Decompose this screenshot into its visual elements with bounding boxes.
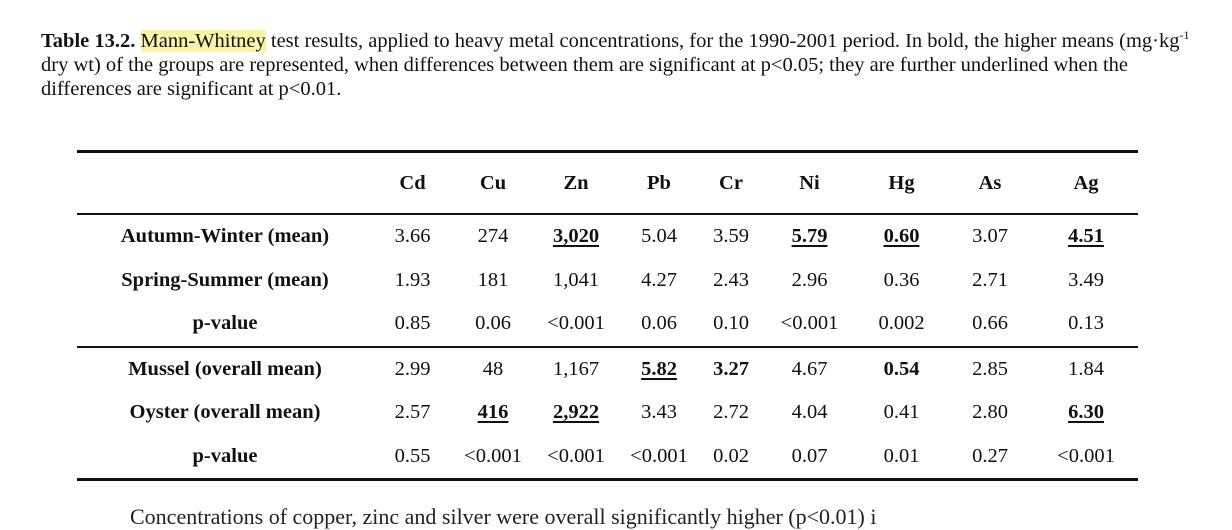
cell-value: 2.99 <box>394 357 431 380</box>
table-cell <box>373 302 452 347</box>
cell-value: 0.06 <box>475 312 511 335</box>
table-cell <box>762 347 857 392</box>
row-label: p-value <box>192 444 258 467</box>
table-body <box>77 214 1138 480</box>
cell-value: 0.10 <box>713 312 749 335</box>
table-cell <box>618 391 700 435</box>
table-cell <box>857 302 946 347</box>
cell-value: 2.43 <box>713 268 749 291</box>
cell-value: <0.001 <box>547 444 605 467</box>
caption-label: Table 13.2. <box>41 30 136 52</box>
cell-value: 48 <box>482 357 504 380</box>
cell-value: <0.001 <box>464 444 522 467</box>
cell-value: 3.27 <box>713 357 749 380</box>
caption-superscript: -1 <box>1179 28 1190 43</box>
cell-value: <0.001 <box>1057 444 1115 467</box>
table-caption <box>41 29 1201 101</box>
cell-value: 0.60 <box>883 225 920 248</box>
cell-value: 0.07 <box>791 444 828 467</box>
table-cell <box>452 435 534 480</box>
table-row <box>77 435 1138 480</box>
cell-value: 0.66 <box>972 312 1008 335</box>
table-cell <box>946 302 1034 347</box>
header-as: As <box>978 171 1002 194</box>
table-cell <box>534 214 618 259</box>
table-row <box>77 259 1138 303</box>
table-cell <box>762 259 857 303</box>
header-row <box>77 152 1138 215</box>
cell-value: 1,167 <box>552 357 600 380</box>
cell-value: 0.36 <box>883 268 920 291</box>
cell-value: 274 <box>477 225 509 248</box>
table-cell <box>762 214 857 259</box>
table-cell <box>618 259 700 303</box>
table-cell <box>534 391 618 435</box>
row-label: p-value <box>192 312 258 335</box>
cell-value: 3.07 <box>972 225 1008 248</box>
cell-value: 1.84 <box>1068 357 1104 380</box>
header-pb: Pb <box>647 171 671 194</box>
cell-value: 4.67 <box>791 357 828 380</box>
cell-value: 1,041 <box>552 268 600 291</box>
table-cell <box>452 214 534 259</box>
table-cell <box>618 435 700 480</box>
cell-value: 4.04 <box>791 401 828 424</box>
row-label: Mussel (overall mean) <box>128 357 322 380</box>
cell-value: 2.71 <box>972 268 1008 291</box>
table-cell <box>857 214 946 259</box>
cell-value: 0.01 <box>883 444 920 467</box>
cell-value: 2,922 <box>552 401 600 424</box>
table-cell <box>534 435 618 480</box>
cell-value: 3.43 <box>641 401 677 424</box>
table-cell <box>1034 435 1138 480</box>
caption-text-1: test results, applied to heavy metal concentrations, for the 1990-2001 period. In bold, the higher means (mg·kg <box>265 30 1180 52</box>
cell-value: 4.27 <box>641 268 677 291</box>
cell-value: 5.79 <box>791 225 828 248</box>
table-cell <box>857 347 946 392</box>
caption-text-2: dry wt) of the groups are represented, when differences between them are significant at p<0.05; they are further underlined when the differences are significant at p<0.01. <box>41 54 1129 100</box>
cell-value: 0.002 <box>878 312 925 335</box>
cell-value: 416 <box>477 401 509 424</box>
table-cell <box>452 302 534 347</box>
table-cell <box>1034 259 1138 303</box>
table-cell <box>373 391 452 435</box>
cell-value: 3.66 <box>394 225 431 248</box>
table-cell <box>373 347 452 392</box>
table-cell <box>857 259 946 303</box>
table-row <box>77 347 1138 392</box>
table-cell <box>700 302 762 347</box>
table-cell <box>373 214 452 259</box>
cell-value: 5.82 <box>641 357 677 380</box>
table-row <box>77 391 1138 435</box>
cell-value: 0.27 <box>972 444 1008 467</box>
table-cell <box>700 391 762 435</box>
table-cell <box>452 347 534 392</box>
table-cell <box>1034 214 1138 259</box>
cell-value: 0.55 <box>394 444 431 467</box>
cell-value: 3,020 <box>552 225 600 248</box>
cell-value: 2.80 <box>972 401 1008 424</box>
table-cell <box>1034 302 1138 347</box>
cell-value: 0.13 <box>1068 312 1104 335</box>
table-cell <box>452 259 534 303</box>
table-cell <box>1034 347 1138 392</box>
caption-highlight: Mann-Whitney <box>140 30 266 52</box>
row-label: Autumn-Winter (mean) <box>120 225 330 248</box>
header-ag: Ag <box>1073 171 1099 194</box>
cell-value: 0.54 <box>883 357 920 380</box>
table-cell <box>700 435 762 480</box>
results-table <box>77 150 1138 481</box>
table-cell <box>946 347 1034 392</box>
table-cell <box>762 435 857 480</box>
cell-value: 0.85 <box>394 312 431 335</box>
cell-value: 2.57 <box>394 401 431 424</box>
table-cell <box>373 435 452 480</box>
table-cell <box>700 214 762 259</box>
cell-value: 0.41 <box>883 401 920 424</box>
table-cell <box>762 391 857 435</box>
cell-value: 3.59 <box>713 225 749 248</box>
cell-value: 3.49 <box>1068 268 1104 291</box>
cell-value: 4.51 <box>1068 225 1104 248</box>
table-cell <box>534 302 618 347</box>
cell-value: <0.001 <box>780 312 839 335</box>
table-cell <box>534 347 618 392</box>
row-label: Spring-Summer (mean) <box>121 268 329 291</box>
cell-value: 2.85 <box>972 357 1008 380</box>
table-cell <box>946 391 1034 435</box>
table-cell <box>946 435 1034 480</box>
header-ni: Ni <box>799 171 820 194</box>
table-cell <box>857 391 946 435</box>
table-cell <box>534 259 618 303</box>
table-cell <box>946 259 1034 303</box>
cell-value: 2.72 <box>713 401 749 424</box>
cell-value: 1.93 <box>394 268 431 291</box>
table-cell <box>452 391 534 435</box>
cell-value: 5.04 <box>641 225 677 248</box>
cell-value: 0.06 <box>641 312 677 335</box>
table-cell <box>700 259 762 303</box>
table-row <box>77 302 1138 347</box>
table-cell <box>857 435 946 480</box>
header-hg: Hg <box>888 171 915 194</box>
header-cd: Cd <box>399 171 426 194</box>
header-corner <box>77 152 373 215</box>
cell-value: 2.96 <box>791 268 828 291</box>
body-text-fragment: Concentrations of copper, zinc and silver were overall significantly higher (p<0.01) i <box>130 504 877 529</box>
cell-value: 6.30 <box>1068 401 1104 424</box>
cell-value: <0.001 <box>547 312 605 335</box>
table-cell <box>946 214 1034 259</box>
cell-value: 0.02 <box>713 444 749 467</box>
cell-value: 181 <box>477 268 509 291</box>
table-row <box>77 214 1138 259</box>
table-cell <box>618 214 700 259</box>
cell-value: <0.001 <box>630 444 688 467</box>
header-zn: Zn <box>563 171 589 194</box>
table-cell <box>700 347 762 392</box>
table-cell <box>618 302 700 347</box>
header-cr: Cr <box>719 171 743 194</box>
row-label: Oyster (overall mean) <box>129 401 321 424</box>
table-cell <box>1034 391 1138 435</box>
table-cell <box>618 347 700 392</box>
table-cell <box>373 259 452 303</box>
results-table-wrapper <box>77 150 1138 481</box>
table-cell <box>762 302 857 347</box>
header-cu: Cu <box>479 171 507 194</box>
